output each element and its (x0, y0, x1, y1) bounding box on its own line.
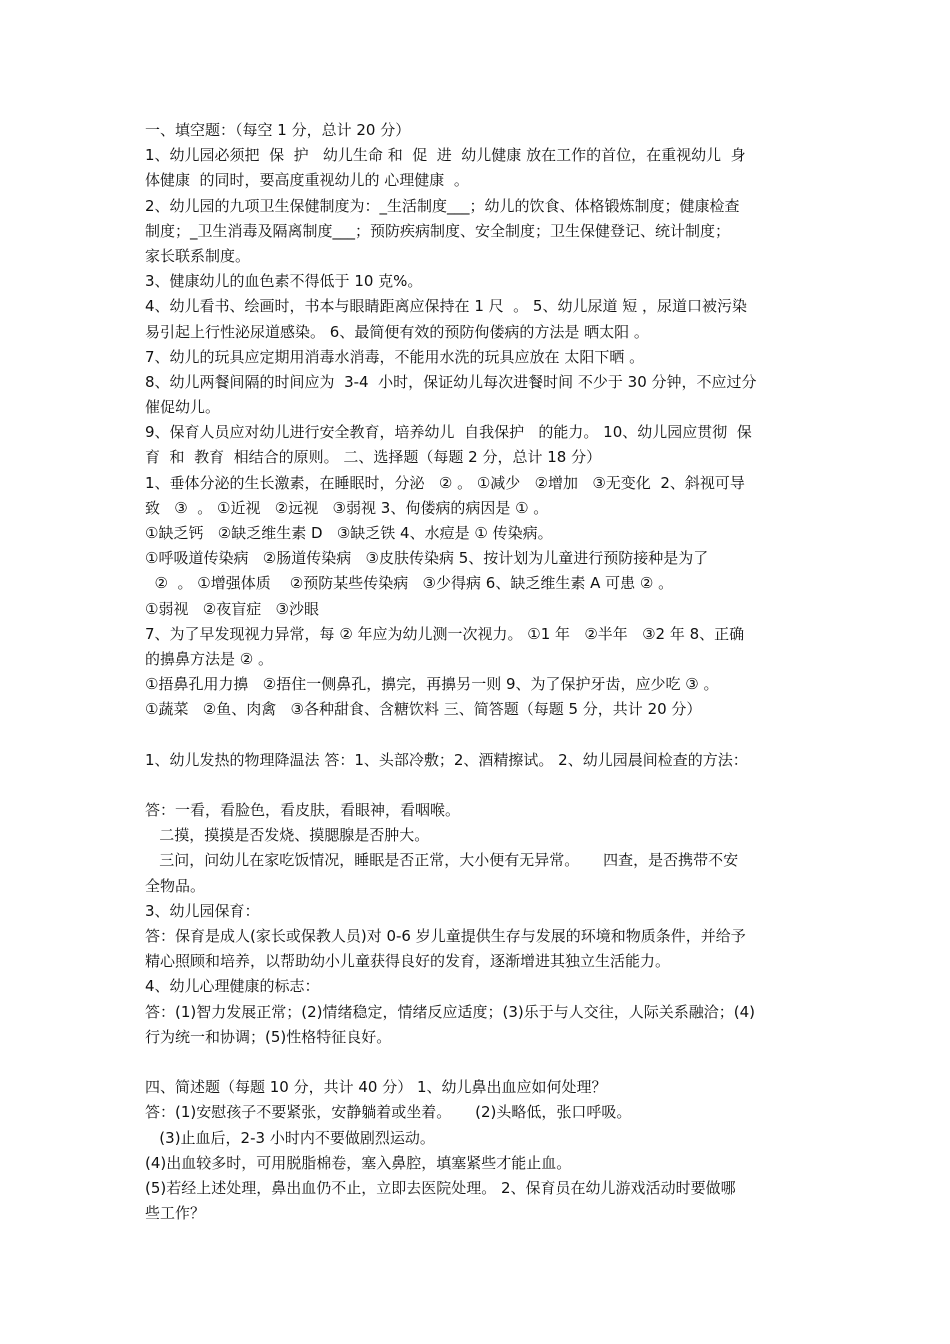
text-line: 答：(1)安慰孩子不要紧张，安静躺着或坐着。 (2)头略低，张口呼吸。 (145, 1103, 632, 1122)
text-line: 致 ③ 。 ①近视 ②远视 ③弱视 3、佝偻病的病因是 ① 。 (145, 498, 549, 517)
text-line: ①弱视 ②夜盲症 ③沙眼 (145, 599, 319, 618)
text-line: (5)若经上述处理，鼻出血仍不止，立即去医院处理。 2、保育员在幼儿游戏活动时要做哪 (145, 1178, 736, 1197)
blank-line (145, 773, 815, 798)
text-line: 7、幼儿的玩具应定期用消毒水消毒，不能用水洗的玩具应放在 太阳下晒 。 (145, 347, 645, 366)
text-line: 4、幼儿心理健康的标志： (145, 977, 320, 996)
text-line: 行为统一和协调；(5)性格特征良好。 (145, 1027, 392, 1046)
text-line: 1、幼儿发热的物理降温法 答：1、头部冷敷；2、酒精擦试。 2、幼儿园晨间检查的方法： (145, 750, 748, 769)
text-line: ①呼吸道传染病 ②肠道传染病 ③皮肤传染病 5、按计划为儿童进行预防接种是为了 (145, 549, 709, 568)
text-line: 易引起上行性泌尿道感染。 6、最简便有效的预防佝偻病的方法是 晒太阳 。 (145, 322, 649, 341)
text-line: 制度；_卫生消毒及隔离制度___；预防疾病制度、安全制度；卫生保健登记、统计制度； (145, 221, 731, 240)
text-line: 1、垂体分泌的生长激素，在睡眠时，分泌 ② 。 ①减少 ②增加 ③无变化 2、斜视可导 (145, 473, 745, 492)
text-line: (3)止血后，2-3 小时内不要做剧烈运动。 (145, 1128, 435, 1147)
text-line: 8、幼儿两餐间隔的时间应为 3-4 小时，保证幼儿每次进餐时间 不少于 30 分钟，不应过分 (145, 372, 757, 391)
document-body (145, 118, 815, 1226)
text-line: 全物品。 (145, 876, 206, 895)
text-line: 三问，问幼儿在家吃饭情况，睡眠是否正常，大小便有无异常。 四查，是否携带不安 (145, 851, 739, 870)
text-line: 3、幼儿园保育： (145, 901, 260, 920)
text-line: 1、幼儿园必须把 保 护 幼儿生命 和 促 进 幼儿健康 放在工作的首位，在重视幼儿 身 (145, 146, 746, 165)
text-line: 一、填空题：（每空 1 分，总计 20 分） (145, 121, 411, 139)
text-line: 的擤鼻方法是 ② 。 (145, 649, 273, 668)
text-line: 些工作？ (145, 1204, 206, 1223)
text-line: 家长联系制度。 (145, 246, 251, 265)
text-line: 育 和 教育 相结合的原则。 二、选择题（每题 2 分，总计 18 分） (145, 448, 602, 467)
text-line: (4)出血较多时，可用脱脂棉卷，塞入鼻腔，填塞紧些才能止血。 (145, 1153, 572, 1172)
blank-line (145, 1050, 815, 1075)
text-line: 四、简述题（每题 10 分，共计 40 分） 1、幼儿鼻出血应如何处理？ (145, 1078, 607, 1097)
text-line: ①蔬菜 ②鱼、肉禽 ③各种甜食、含糖饮料 三、简答题（每题 5 分，共计 20 分） (145, 700, 702, 719)
text-line: 答：保育是成人(家长或保教人员)对 0-6 岁儿童提供生存与发展的环境和物质条件，并给予 (145, 927, 746, 945)
text-line: 答：(1)智力发展正常；(2)情绪稳定，情绪反应适度；(3)乐于与人交往，人际关系融洽；(4) (145, 1002, 755, 1021)
text-line: 2、幼儿园的九项卫生保健制度为：_生活制度___；幼儿的饮食、体格锻炼制度；健康检查 (145, 196, 740, 215)
text-line: 二摸，摸摸是否发烧、摸腮腺是否肿大。 (145, 826, 430, 845)
text-line: 催促幼儿。 (145, 398, 221, 417)
text-line: 3、健康幼儿的血色素不得低于 10 克%。 (145, 272, 423, 291)
text-line: 答：一看，看脸色，看皮肤，看眼神，看咽喉。 (145, 801, 461, 820)
text-line: 9、保育人员应对幼儿进行安全教育，培养幼儿 自我保护 的能力。 10、幼儿园应贯彻 保 (145, 423, 752, 442)
text-line: 体健康 的同时，要高度重视幼儿的 心理健康 。 (145, 171, 469, 190)
text-line: ①缺乏钙 ②缺乏维生素 D ③缺乏铁 4、水痘是 ① 传染病。 (145, 524, 553, 542)
text-line: 4、幼儿看书、绘画时，书本与眼睛距离应保持在 1 尺 。 5、幼儿尿道 短 ，尿道口被污染 (145, 297, 748, 316)
text-line: ② 。 ①增强体质 ②预防某些传染病 ③少得病 6、缺乏维生素 A 可患 ② 。 (145, 574, 674, 593)
blank-line (145, 723, 815, 748)
text-line: 精心照顾和培养，以帮助幼小儿童获得良好的发育，逐渐增进其独立生活能力。 (145, 952, 671, 971)
text-line: ①捂鼻孔用力擤 ②捂住一侧鼻孔，擤完，再擤另一则 9、为了保护牙齿，应少吃 ③ 。 (145, 675, 719, 694)
text-line: 7、为了早发现视力异常，每 ② 年应为幼儿测一次视力。 ①1 年 ②半年 ③2 年 8、正确 (145, 624, 745, 643)
